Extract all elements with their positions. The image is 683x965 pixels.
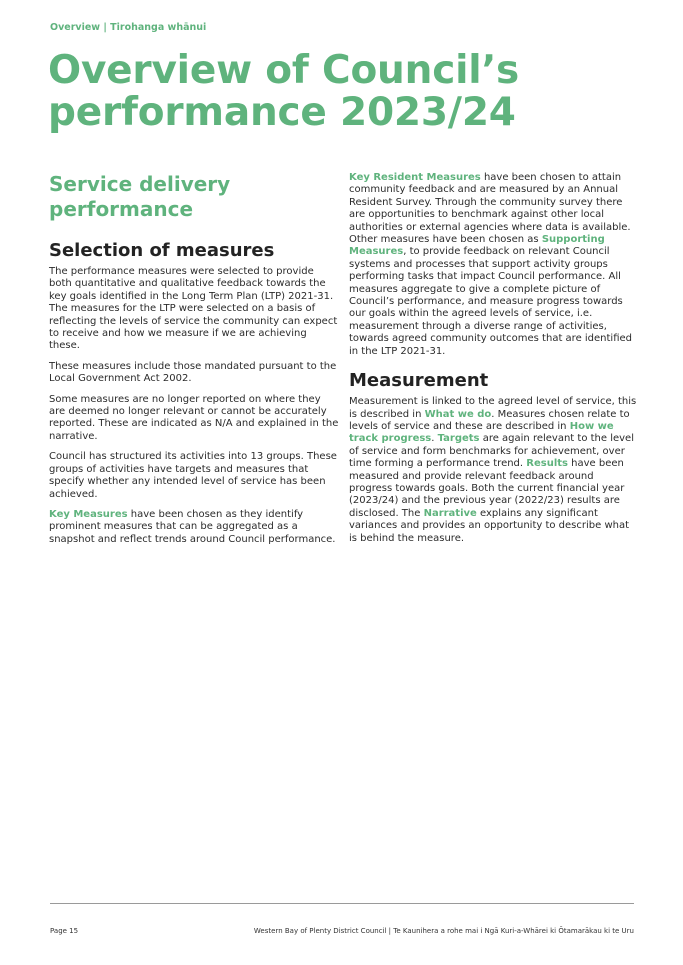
text-fragment: have been measured and provide relevant feedback around progress towards goals. Both the current financial year (2023/24) and the previous year (2022/23) results are disclosed. The xyxy=(349,458,625,519)
text-fragment: . Measures chosen relate to levels of service and these are described in xyxy=(349,408,630,432)
highlight-supporting-measures: Supporting Measures xyxy=(349,234,605,258)
breadcrumb: Overview | Tirohanga whānui xyxy=(50,22,207,33)
text-fragment: have been chosen as they identify prominent measures that can be aggregated as a snapshot and reflect trends around Council performance. xyxy=(49,508,336,545)
paragraph-key-measures xyxy=(49,509,339,546)
subheading-selection-of-measures: Selection of measures xyxy=(49,240,275,261)
text-fragment: have been chosen to attain community feedback and are measured by an Annual Resident Survey. Through the community survey there are opportunities to benchmark against other local authorities or external agencies where data is available. Other measures have been chosen as xyxy=(349,172,631,246)
highlight-targets: Targets xyxy=(437,433,480,445)
paragraph-not-reported: Some measures are no longer reported on where they are deemed no longer relevant or cannot be accurately reported. These are indicated as N/A and explained in the narrative. xyxy=(49,393,339,442)
highlight-key-resident-measures: Key Resident Measures xyxy=(349,172,481,183)
left-column xyxy=(49,172,339,554)
paragraph-measurement xyxy=(349,396,639,545)
highlight-what-we-do: What we do xyxy=(424,408,492,420)
paragraph-mandated: These measures include those mandated pursuant to the Local Government Act 2002. xyxy=(49,360,337,385)
subheading-measurement: Measurement xyxy=(349,370,489,392)
text-fragment: , to provide feedback on relevant Council systems and processes that support activity groups performing tasks that impact Council performance. All measures aggregate to give a complete picture of Council’s performance, and measure progress towards our goals within the agreed levels of service, i.e. measurement through a diverse range of activities, towards agreed community outcomes that are identified in the LTP 2021-31. xyxy=(349,246,633,357)
page-title: Overview of Council’s performance 2023/24 xyxy=(48,48,520,135)
highlight-how-we-track-progress: How we track progress xyxy=(349,420,614,445)
highlight-key-measures: Key Measures xyxy=(49,508,128,520)
highlight-results: Results xyxy=(526,458,568,470)
text-fragment: are again relevant to the level of service and form benchmarks for achievement, over time forming a performance trend. xyxy=(349,433,634,470)
page-number: Page 15 xyxy=(50,927,79,935)
text-fragment: . xyxy=(431,433,438,445)
highlight-narrative: Narrative xyxy=(423,507,477,519)
right-column xyxy=(349,172,639,553)
text-fragment: explains any significant variances and provides an opportunity to describe what is behind the measure. xyxy=(349,507,630,544)
paragraph-intro: The performance measures were selected to provide both quantitative and qualitative feedback towards the key goals identified in the Long Term Plan (LTP) 2021-31. The measures for the LTP were selected on a basis of reflecting the levels of service the community can expect to receive and how we measure if we are achieving these. xyxy=(49,266,338,352)
paragraph-activity-groups: Council has structured its activities into 13 groups. These groups of activities have targets and measures that specify whether any intended level of service has been achieved. xyxy=(49,451,337,500)
footer-organisation: Western Bay of Plenty District Council | Te Kaunihera a rohe mai i Ngā Kuri-a-Whārei ki Ōtamarākau ki te Uru xyxy=(253,927,634,935)
footer-divider xyxy=(50,903,634,904)
section-title: Service delivery performance xyxy=(49,172,231,221)
paragraph-resident-measures xyxy=(349,172,639,358)
text-fragment: Measurement is linked to the agreed level of service, this is described in xyxy=(349,396,637,420)
